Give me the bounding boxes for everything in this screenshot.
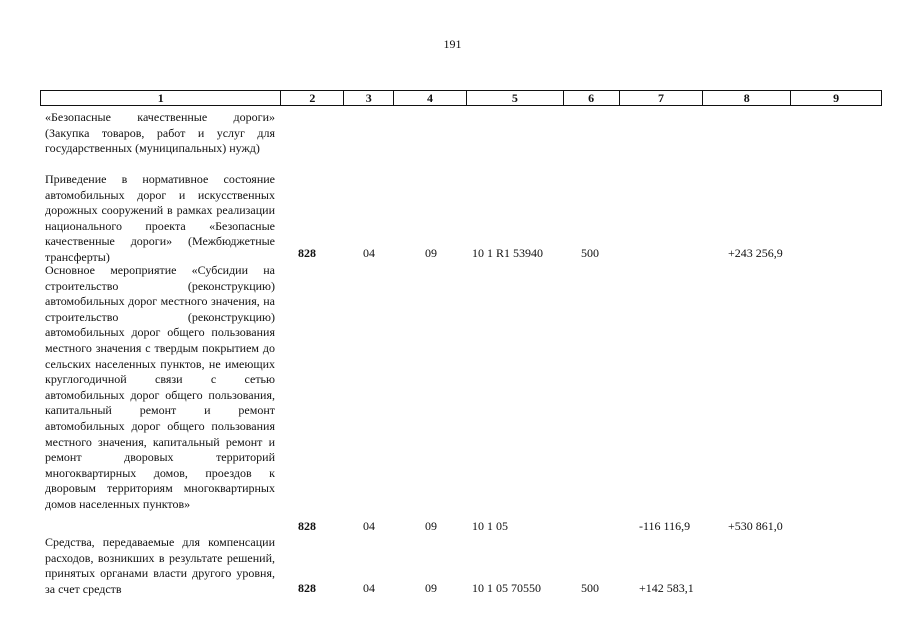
- header-col-6: 6: [564, 91, 620, 105]
- header-col-8: 8: [703, 91, 791, 105]
- cell-col-3: 04: [363, 581, 375, 595]
- cell-col-2: 828: [298, 246, 316, 260]
- cell-col-6: 500: [581, 581, 599, 595]
- cell-col-7: +142 583,1: [639, 581, 694, 595]
- cell-col-5: 10 1 05: [472, 519, 508, 533]
- cell-col-4: 09: [425, 581, 437, 595]
- header-col-7: 7: [620, 91, 704, 105]
- cell-col-3: 04: [363, 519, 375, 533]
- row-description: Приведение в нормативное состояние автомобильных дорог и искусственных дорожных сооружений в рамках реализации национального проекта «Безопасные качественные дороги» (Межбюджетные трансферты): [45, 172, 275, 264]
- cell-col-4: 09: [425, 519, 437, 533]
- cell-col-8: +530 861,0: [728, 519, 783, 533]
- cell-col-8: +243 256,9: [728, 246, 783, 260]
- row-description: Основное мероприятие «Субсидии на строительство (реконструкцию) автомобильных дорог местного значения, на строительство (реконструкцию) автомобильных дорог общего пользования местного значения с твердым покрытием до сельских населенных пунктов, не имеющих круглогодичной связи с сетью автомобильных дорог общего пользования, капитальный ремонт и ремонт автомобильных дорог общего пользования местного значения, капитальный ремонт и ремонт дворовых территорий многоквартирных домов, проездов к дворовым территориям многоквартирных домов населенных пунктов»: [45, 263, 275, 511]
- header-col-2: 2: [281, 91, 344, 105]
- cell-col-5: 10 1 05 70550: [472, 581, 541, 595]
- cell-col-2: 828: [298, 581, 316, 595]
- page-number: 191: [443, 37, 462, 51]
- header-col-9: 9: [833, 91, 840, 105]
- cell-col-6: 500: [581, 246, 599, 260]
- row-description: «Безопасные качественные дороги» (Закупка товаров, работ и услуг для государственных (муниципальных) нужд): [45, 110, 275, 156]
- cell-col-4: 09: [425, 246, 437, 260]
- table-header: [40, 90, 882, 106]
- cell-col-3: 04: [363, 246, 375, 260]
- cell-col-7: -116 116,9: [639, 519, 691, 533]
- header-col-1: 1: [41, 91, 281, 105]
- header-col-3: 3: [344, 91, 394, 105]
- header-col-5: 5: [467, 91, 564, 105]
- row-description: Средства, передаваемые для компенсации расходов, возникших в результате решений, принятых органами власти другого уровня, за счет средств: [45, 535, 275, 596]
- cell-col-5: 10 1 R1 53940: [472, 246, 544, 260]
- cell-col-2: 828: [298, 519, 316, 533]
- header-col-4: 4: [394, 91, 467, 105]
